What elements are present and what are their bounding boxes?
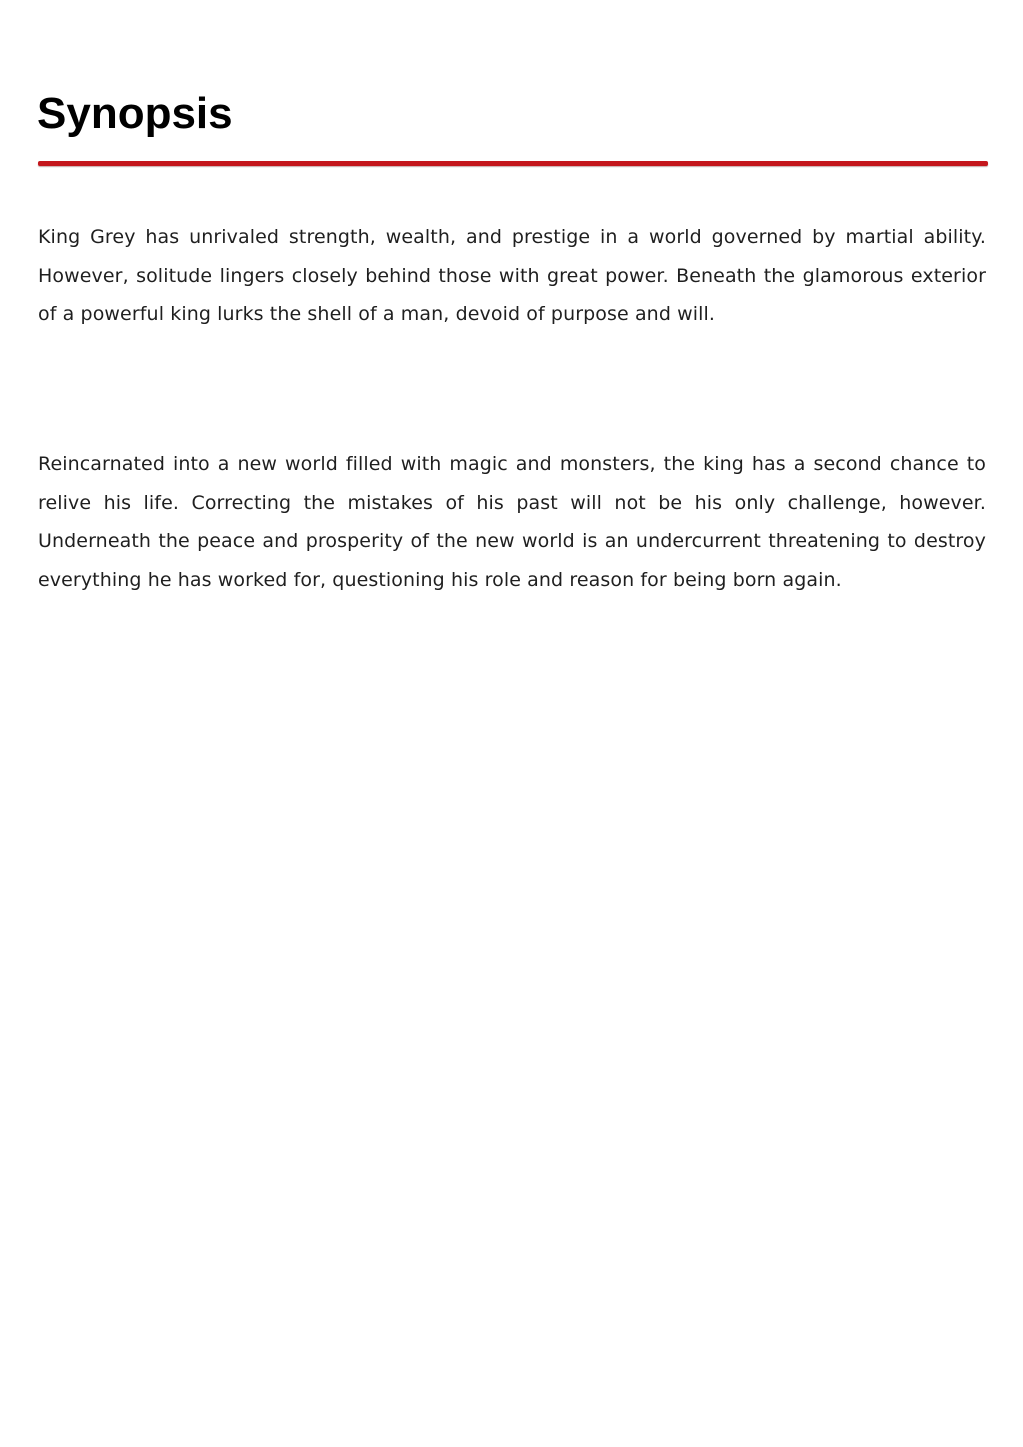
synopsis-paragraph-1: King Grey has unrivaled strength, wealth, and prestige in a world governed by martial ability. However, solitude lingers closely behind those with great power. Beneath the glamorous exterior of a powerful king lurks the shell of a man, devoid of purpose and will. xyxy=(38,226,986,326)
synopsis-paragraph-2: Reincarnated into a new world filled with magic and monsters, the king has a second chance to relive his life. Correcting the mistakes of his past will not be his only challenge, however. Underneath the peace and prosperity of the new world is an undercurrent threatening to destroy everything he has worked for, questioning his role and reason for being born again. xyxy=(38,453,986,591)
page-title: Synopsis xyxy=(37,89,233,138)
title-divider xyxy=(38,161,988,166)
